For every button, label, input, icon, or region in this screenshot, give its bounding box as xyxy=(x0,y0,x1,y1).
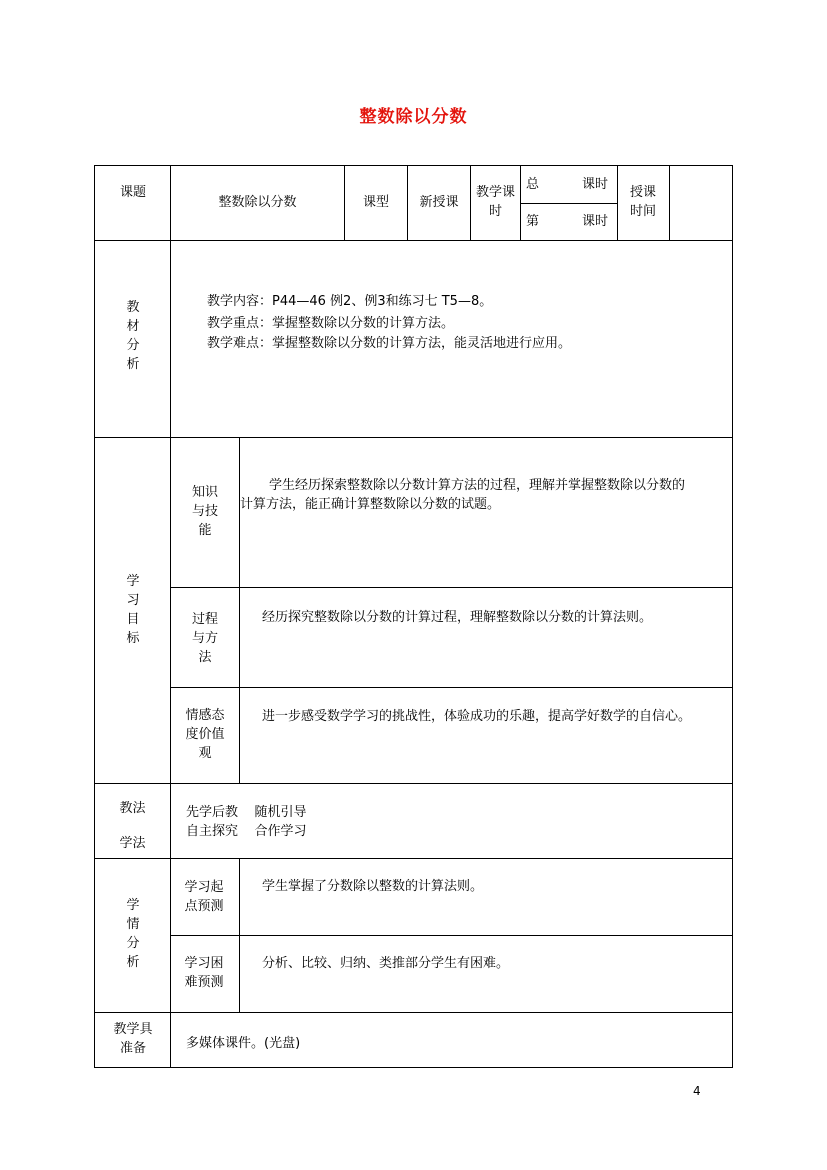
row-divider xyxy=(520,203,617,204)
col-divider xyxy=(617,165,618,241)
emotion-text: 进一步感受数学学习的挑战性，体验成功的乐趣，提高学好数学的自信心。 xyxy=(262,709,692,724)
total-label: 总 xyxy=(526,177,540,192)
process-text: 经历探究整数除以分数的计算过程，理解整数除以分数的计算法则。 xyxy=(262,610,653,625)
knowledge-label: 知识与技能 xyxy=(191,485,218,538)
table-border-right xyxy=(732,165,733,1068)
table-border-bottom xyxy=(94,1067,733,1068)
teach-method-label: 教法 xyxy=(119,801,146,816)
nth-label: 第 xyxy=(526,214,540,229)
start-label: 学习起点预测 xyxy=(184,880,224,914)
methods-line-1: 先学后教 随机引导 xyxy=(186,805,307,820)
learn-method-label: 学法 xyxy=(119,836,146,851)
emotion-label: 情感态度价值观 xyxy=(185,708,225,761)
material-difficulty: 教学难点：掌握整数除以分数的计算方法，能灵活地进行应用。 xyxy=(207,336,572,351)
material-key-point: 教学重点：掌握整数除以分数的计算方法。 xyxy=(207,316,455,331)
type-value: 新授课 xyxy=(419,195,459,210)
knowledge-line-2: 计算方法，能正确计算整数除以分数的试题。 xyxy=(240,497,501,512)
total-unit: 课时 xyxy=(582,177,609,192)
row-divider xyxy=(170,935,733,936)
col-divider xyxy=(239,858,240,1013)
difficulty-text: 分析、比较、归纳、类推部分学生有困难。 xyxy=(262,956,510,971)
page-number: 4 xyxy=(693,1084,701,1098)
row-divider xyxy=(94,240,733,241)
nth-unit: 课时 xyxy=(582,214,609,229)
difficulty-label: 学习困难预测 xyxy=(184,956,224,990)
tools-text: 多媒体课件。(光盘) xyxy=(186,1036,301,1051)
hours-label: 教学课时 xyxy=(475,185,515,219)
col-divider xyxy=(170,165,171,1068)
row-divider xyxy=(170,587,733,588)
topic-value: 整数除以分数 xyxy=(218,195,297,210)
goals-label: 学习目标 xyxy=(126,574,140,646)
tools-label: 教学具准备 xyxy=(113,1022,153,1056)
col-divider xyxy=(520,165,521,241)
material-content: 教学内容：P44—46 例2、例3和练习七 T5—8。 xyxy=(207,294,493,309)
topic-label: 课题 xyxy=(119,185,146,200)
row-divider xyxy=(94,1012,733,1013)
process-label: 过程与方法 xyxy=(191,612,218,665)
situation-label: 学情分析 xyxy=(126,898,140,970)
table-border-top xyxy=(94,165,733,166)
type-label: 课型 xyxy=(362,195,389,210)
knowledge-line-1: 学生经历探索整数除以分数计算方法的过程，理解并掌握整数除以分数的 xyxy=(269,478,686,493)
page-title: 整数除以分数 xyxy=(359,107,468,127)
row-divider xyxy=(94,858,733,859)
col-divider xyxy=(669,165,670,241)
row-divider xyxy=(94,783,733,784)
material-label: 教材分析 xyxy=(126,300,140,372)
date-label: 授课时间 xyxy=(629,185,656,219)
start-text: 学生掌握了分数除以整数的计算法则。 xyxy=(262,879,484,894)
table-border-left xyxy=(94,165,95,1068)
row-divider xyxy=(170,687,733,688)
col-divider xyxy=(239,437,240,784)
methods-line-2: 自主探究 合作学习 xyxy=(186,824,307,839)
row-divider xyxy=(94,437,733,438)
